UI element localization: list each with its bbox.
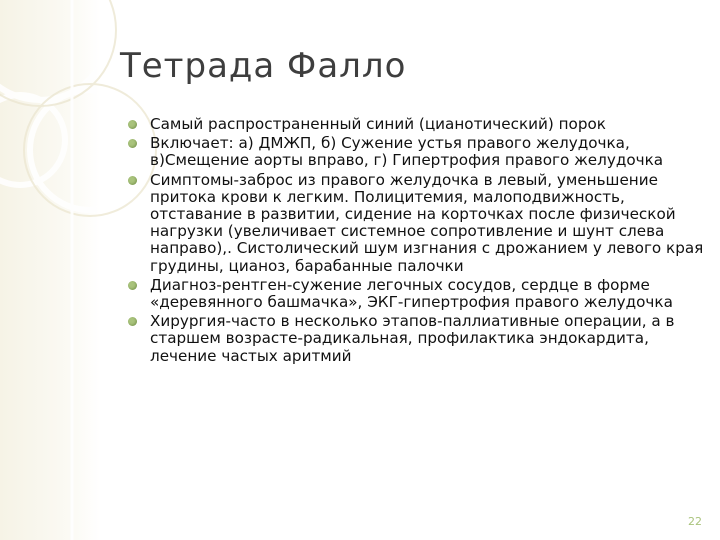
bullet-list: [128, 116, 708, 365]
bullet-text: Диагноз-рентген-сужение легочных сосудов, сердце в форме «деревянного башмачка», ЭКГ-гипертрофия правого желудочка: [150, 275, 673, 312]
bullet-dot-icon: [128, 139, 137, 148]
bullet-item: [128, 135, 708, 169]
bullet-item: [128, 313, 708, 365]
bullet-item: [128, 277, 708, 311]
bullet-text: Включает: а) ДМЖП, б) Сужение устья правого желудочка, в)Смещение аорты вправо, г) Гипертрофия правого желудочка: [150, 134, 664, 170]
bullet-dot-icon: [128, 281, 137, 290]
bullet-text: Самый распространенный синий (цианотический) порок: [150, 115, 606, 133]
bullet-dot-icon: [128, 176, 137, 185]
bullet-item: [128, 116, 708, 133]
bullet-text: Симптомы-заброс из правого желудочка в левый, уменьшение притока крови к легким. Полицитемия, малоподвижность, отставание в развитии, сидение на корточках после физической нагрузки (увеличивает системное сопротивление и шунт слева направо),. Систолический шум изгнания с дрожанием у левого края грудины, цианоз, барабанные палочки: [150, 170, 704, 275]
page-number: 22: [688, 515, 702, 528]
bullet-dot-icon: [128, 120, 137, 129]
bullet-dot-icon: [128, 317, 137, 326]
bullet-text: Хирургия-часто в несколько этапов-паллиативные операции, а в старшем возрасте-радикальная, профилактика эндокардита, лечение частых аритмий: [150, 312, 675, 365]
bullet-item: [128, 172, 708, 275]
slide-title: Тетрада Фалло: [120, 46, 407, 86]
